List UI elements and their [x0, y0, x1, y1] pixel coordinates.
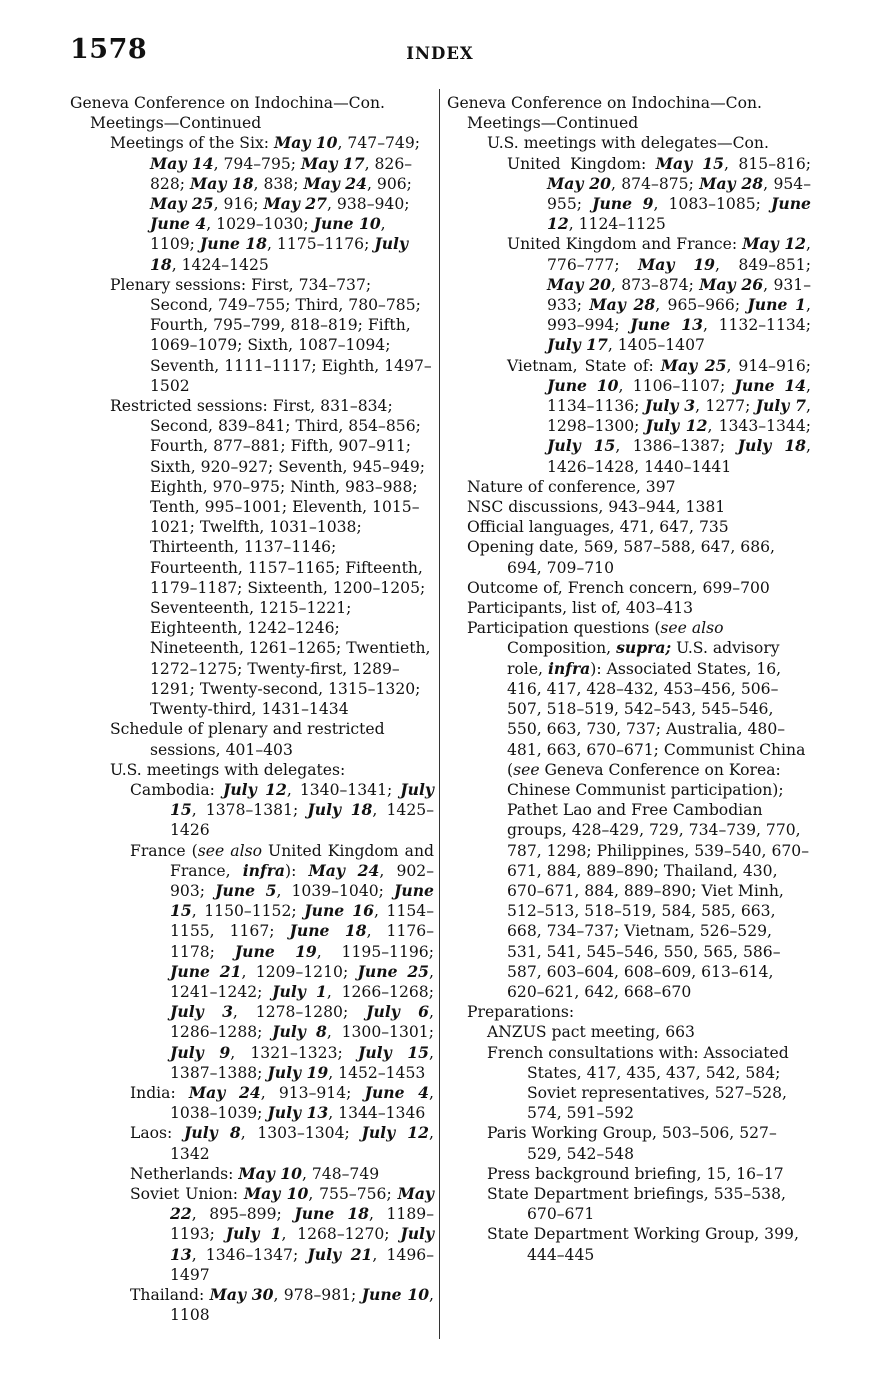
index-entry-italic: July 12 [361, 1123, 430, 1143]
index-entry-text: State Department Working Group, 399, 444–445 [487, 1225, 799, 1264]
index-entry-text: , 931–933; [547, 275, 812, 315]
index-entry-italic: see also [660, 619, 724, 638]
index-entry-italic: July 6 [366, 1002, 430, 1022]
index-entry-text: , 1106–1107; [618, 376, 735, 395]
index-entry-text: Participation questions ( [467, 619, 661, 638]
index-entry-text: , 755–756; [308, 1184, 398, 1203]
index-entry-text: , 913–914; [260, 1083, 365, 1102]
index-entry-text: Thailand: [130, 1285, 210, 1304]
index-entry-text: ): [285, 861, 309, 880]
index-entry-italic: supra; [616, 638, 672, 658]
index-entry-italic: July 8 [272, 1022, 327, 1042]
index-entry-text: , 1278–1280; [232, 1003, 367, 1022]
index-entry-text: Outcome of, French concern, 699–700 [467, 578, 770, 597]
index-entry-text: , 1083–1085; [653, 195, 771, 214]
index-entry-text: , 1303–1304; [240, 1124, 362, 1143]
index-entry-text: , 1343–1344; [707, 417, 811, 436]
index-entry-text: , 1029–1030; [206, 215, 314, 234]
index-entry-text: , 1387–1388; [170, 1043, 434, 1082]
index-entry-italic: July 18 [737, 436, 807, 456]
index-entry-italic: infra [242, 860, 286, 880]
index-entry [447, 133, 811, 153]
index-entry-italic: June 19 [234, 941, 317, 961]
index-entry-text: , 978–981; [273, 1285, 362, 1304]
index-entry-italic: June 5 [215, 880, 277, 900]
index-entry [447, 113, 811, 133]
index-entry-text: , 838; [253, 174, 304, 193]
index-entry [447, 1184, 811, 1224]
index-entry-italic: May 10 [238, 1163, 302, 1183]
index-entry-italic: July 17 [547, 335, 608, 355]
index-entry-text: , 1378–1381; [191, 801, 308, 820]
page-number: 1578 [70, 34, 148, 65]
index-entry-text: ): Associated States, 16, 416, 417, 428–432, 453–456, 506–507, 518–519, 542–543, 545–546, 550, 663, 730, 737; Australia, 480–481, 663, 670–671; Communist China ( [507, 659, 806, 779]
index-entry-italic: June 12 [547, 194, 811, 234]
index-entry-text: , 954–955; [547, 174, 812, 214]
index-entry-text: , 1209–1210; [241, 962, 358, 981]
index-entry-italic: June 4 [364, 1082, 430, 1102]
index-entry-italic: May 20 [547, 173, 611, 193]
index-entry-text: France ( [130, 841, 198, 860]
index-entry [447, 578, 811, 598]
index-entry-text: , 748–749 [301, 1164, 380, 1183]
index-entry-text: , 747–749; [337, 134, 421, 153]
index-entry-italic: July 18 [307, 800, 373, 820]
index-entry-text: , 1150–1152; [191, 902, 305, 921]
index-entry-text: , 1038–1039; [170, 1083, 434, 1123]
index-entry-text: Netherlands: [130, 1164, 239, 1183]
index-entry-text: Paris Working Group, 503–506, 527–529, 542–548 [487, 1124, 777, 1163]
index-entry [447, 497, 811, 517]
index-entry [447, 1224, 811, 1264]
index-entry-italic: May 24 [308, 860, 380, 880]
index-entry-italic: July 9 [170, 1042, 231, 1062]
index-entry-italic: June 25 [357, 961, 430, 981]
index-entry-italic: May 19 [638, 254, 716, 274]
index-entry-italic: July 3 [170, 1002, 233, 1022]
index-entry-italic: May 17 [301, 153, 365, 173]
index-entry-text: , 916; [213, 195, 264, 214]
index-entry [70, 1184, 434, 1285]
index-entry-text: Laos: [130, 1124, 184, 1143]
index-entry-text: Nature of conference, 397 [467, 477, 676, 496]
index-entry-text: , 826–828; [150, 154, 413, 193]
index-entry-text: , 902–903; [170, 861, 435, 900]
index-entry-text: Press background briefing, 15, 16–17 [487, 1164, 784, 1183]
index-entry-italic: May 24 [188, 1082, 261, 1102]
index-entry [447, 618, 811, 1002]
index-entry [447, 356, 811, 477]
index-entry-text: , 1241–1242; [170, 962, 434, 1001]
index-entry-italic: July 3 [644, 396, 696, 416]
index-entry-text: , 1039–1040; [276, 881, 394, 900]
index-entry-italic: July 18 [150, 234, 409, 274]
index-entry-text: , 1154–1155, 1167; [170, 902, 435, 941]
index-entry-italic: July 12 [222, 779, 287, 799]
index-entry-text: , 1195–1196; [316, 942, 434, 961]
index-entry-text: , 1405–1407 [607, 336, 705, 355]
index-entry [70, 396, 434, 719]
index-entry [447, 1164, 811, 1184]
index-entry-text: U.S. meetings with delegates—Con. [487, 134, 769, 153]
index-entry-text: , 1300–1301; [326, 1023, 434, 1042]
index-entry [447, 1022, 811, 1042]
index-entry-text: United Kingdom and France: [507, 235, 743, 254]
index-entry-italic: June 18 [289, 921, 367, 941]
index-entry-text: , 874–875; [610, 174, 700, 193]
index-entry-text: , 1175–1176; [267, 235, 375, 254]
index-entry-text: Cambodia: [130, 780, 223, 799]
index-entry [447, 517, 811, 537]
index-entry [447, 598, 811, 618]
index-entry-text: , 1426–1428, 1440–1441 [547, 437, 811, 476]
index-entry-italic: July 19 [267, 1062, 329, 1082]
index-entry-italic: July 21 [307, 1244, 373, 1264]
index-entry-text: Meetings—Continued [90, 114, 262, 133]
running-head: INDEX [406, 44, 474, 63]
index-entry [70, 275, 434, 396]
index-entry-italic: June 16 [304, 901, 374, 921]
index-entry-text: , 1496–1497 [170, 1245, 434, 1284]
index-entry-text: , 1321–1323; [230, 1043, 358, 1062]
index-entry-text: , 914–916; [726, 356, 812, 375]
index-entry [70, 1083, 434, 1123]
index-entry-text: , 906; [367, 174, 412, 193]
index-entry-text: , 1298–1300; [547, 397, 811, 436]
index-entry-text: Vietnam, State of: [507, 356, 661, 375]
index-entry [70, 1285, 434, 1325]
index-entry-italic: May 26 [699, 274, 764, 294]
index-entry-text: , 1425–1426 [170, 801, 434, 840]
index-entry-italic: July 8 [183, 1123, 241, 1143]
index-entry-text: , 1342 [170, 1124, 434, 1163]
index-entry-text: , 1277; [695, 397, 756, 416]
index-entry-italic: July 13 [170, 1224, 435, 1264]
index-entry-text: , 1340–1341; [286, 780, 401, 799]
index-entry-text: , 1108 [170, 1285, 435, 1325]
index-entry [447, 477, 811, 497]
index-entry-text: , 1134–1136; [547, 376, 811, 416]
index-entry-text: Participants, list of, 403–413 [467, 599, 694, 618]
index-entry [70, 780, 434, 841]
index-entry-text: Meetings—Continued [467, 114, 639, 133]
index-entry [447, 93, 811, 113]
index-entry-text: United Kingdom: [507, 154, 656, 173]
index-entry-text: Meetings of the Six: [110, 134, 274, 153]
index-entry-italic: July 12 [645, 416, 708, 436]
index-entry-italic: June 10 [547, 375, 619, 395]
index-entry-text: Restricted sessions: First, 831–834; Second, 839–841; Third, 854–856; Fourth, 877–881; Fifth, 907–911; Sixth, 920–927; Seventh, 945–949; Eighth, 970–975; Ninth, 983–988; Tenth, 995–1001; Eleventh, 1015–1021; Twelfth, 1031–1038; Thirteenth, 1137–1146; Fourteenth, 1157–1165; Fifteenth, 1179–1187; Sixteenth, 1200–1205; Seventeenth, 1215–1221; Eighteenth, 1242–1246; Nineteenth, 1261–1265; Twentieth, 1272–1275; Twenty-first, 1289–1291; Twenty-second, 1315–1320; Twenty-third, 1431–1434 [110, 397, 431, 719]
index-entry-italic: June 4 [150, 214, 207, 234]
index-entry-text: , 965–966; [655, 296, 748, 315]
index-entry-italic: July 15 [357, 1042, 430, 1062]
index-entry-text: NSC discussions, 943–944, 1381 [467, 498, 726, 517]
index-entry [447, 1123, 811, 1163]
index-entry-italic: July 7 [755, 396, 807, 416]
left-column [70, 93, 434, 1325]
column-rule [439, 89, 440, 1339]
index-entry-italic: June 9 [592, 194, 654, 214]
index-entry-italic: June 1 [747, 295, 807, 315]
index-entry-text: , 873–874; [610, 275, 700, 294]
index-entry-text: Soviet Union: [130, 1184, 244, 1203]
index-entry [70, 841, 434, 1083]
index-entry-italic: infra [547, 658, 591, 678]
index-entry-italic: May 20 [547, 274, 611, 294]
index-entry-italic: May 25 [660, 355, 727, 375]
index-entry [447, 1043, 811, 1124]
index-entry-text: , 1132–1134; [702, 316, 811, 335]
index-entry-text: State Department briefings, 535–538, 670–671 [487, 1184, 786, 1224]
index-entry-italic: May 24 [303, 173, 367, 193]
index-entry-text: Opening date, 569, 587–588, 647, 686, 694, 709–710 [467, 538, 776, 577]
index-entry-text: , 1424–1425 [171, 255, 269, 274]
index-entry [70, 719, 434, 759]
index-entry-italic: May 10 [243, 1183, 309, 1203]
index-entry [447, 1002, 811, 1022]
index-entry-text: , 895–899; [191, 1205, 295, 1224]
index-entry-text: Geneva Conference on Indochina—Con. [447, 94, 763, 112]
index-entry-italic: May 27 [263, 194, 328, 214]
index-entry-text: , 1346–1347; [191, 1245, 308, 1264]
index-entry-text: , 776–777; [547, 235, 811, 274]
index-entry [447, 234, 811, 355]
index-entry-italic: May 22 [170, 1183, 434, 1224]
index-entry-text: , 1266–1268; [326, 982, 434, 1001]
index-entry-text: ANZUS pact meeting, 663 [487, 1023, 695, 1042]
index-entry-italic: June 15 [170, 880, 434, 921]
index-entry [70, 93, 434, 113]
index-entry [447, 154, 811, 235]
index-entry-text: , 1124–1125 [568, 215, 666, 234]
index-entry-italic: May 14 [150, 153, 214, 173]
index-entry-italic: June 10 [361, 1284, 430, 1304]
index-entry [70, 1123, 434, 1163]
index-entry-italic: June 14 [734, 375, 807, 395]
index-entry-text: Composition, [507, 639, 617, 658]
index-entry-italic: see also [197, 841, 262, 860]
index-entry-text: Schedule of plenary and restricted sessions, 401–403 [110, 720, 385, 759]
index-entry-text: Geneva Conference on Korea: Chinese Communist participation); Pathet Lao and Free Cambodian groups, 428–429, 729, 734–739, 770, 787, 1298; Philippines, 539–540, 670–671, 884, 889–890; Thailand, 430, 670–671, 884, 889–890; Viet Minh, 512–513, 518–519, 584, 585, 663, 668, 734–737; Vietnam, 526–529, 531, 541, 545–546, 550, 565, 586–587, 603–604, 608–609, 613–614, 620–621, 642, 668–670 [507, 760, 810, 1001]
index-entry-italic: see [513, 760, 540, 779]
index-entry-text: , 815–816; [723, 154, 812, 173]
index-entry-text: , 1176–1178; [170, 922, 435, 961]
index-entry-text: , 794–795; [213, 154, 302, 173]
index-entry-italic: May 30 [209, 1284, 274, 1304]
index-entry-italic: May 28 [589, 295, 656, 315]
index-entry [70, 1164, 434, 1184]
index-entry-text: , 1109; [150, 215, 386, 254]
index-entry-italic: July 13 [267, 1103, 329, 1123]
index-entry-text: , 1268–1270; [281, 1225, 401, 1244]
index-entry-text: U.S. advisory role, [507, 639, 780, 678]
index-entry-text: French consultations with: Associated States, 417, 435, 437, 542, 584; Soviet representatives, 527–528, 574, 591–592 [487, 1043, 789, 1123]
index-entry-italic: July 15 [170, 779, 434, 820]
index-entry-italic: May 15 [655, 153, 724, 173]
index-entry-text: , 938–940; [327, 195, 410, 214]
index-entry-italic: May 18 [189, 173, 254, 193]
index-entry-text: , 849–851; [715, 255, 811, 274]
index-entry-italic: June 18 [199, 234, 268, 254]
right-column [447, 93, 811, 1265]
index-entry-italic: May 25 [150, 194, 214, 214]
index-entry-text: , 1344–1346 [328, 1104, 426, 1123]
index-entry-italic: July 1 [225, 1224, 282, 1244]
index-entry-italic: June 18 [294, 1204, 370, 1224]
index-entry-italic: July 1 [272, 981, 327, 1001]
index-entry-italic: July 15 [547, 436, 616, 456]
index-entry [70, 113, 434, 133]
index-entry-italic: June 13 [630, 315, 703, 335]
index-entry-text: U.S. meetings with delegates: [110, 760, 346, 779]
index-entry-italic: June 10 [313, 214, 381, 234]
index-entry-text: , 1189–1193; [170, 1205, 434, 1244]
index-entry [70, 760, 434, 780]
index-entry [447, 537, 811, 577]
index-entry-italic: May 10 [273, 133, 338, 153]
index-entry-text: , 1286–1288; [170, 1003, 434, 1042]
index-entry-text: , 1452–1453 [328, 1063, 426, 1082]
index-entry-italic: May 28 [699, 173, 764, 193]
index-entry-text: Plenary sessions: First, 734–737; Second, 749–755; Third, 780–785; Fourth, 795–799, 818–819; Fifth, 1069–1079; Sixth, 1087–1094; Seventh, 1111–1117; Eighth, 1497–1502 [110, 275, 432, 395]
index-entry-text: Official languages, 471, 647, 735 [467, 518, 729, 537]
index-entry-italic: June 21 [170, 961, 242, 981]
index-entry-text: India: [130, 1083, 189, 1102]
index-entry-text: , 993–994; [547, 296, 811, 335]
index-entry-text: , 1386–1387; [615, 437, 738, 456]
index-entry-text: United Kingdom and France, [170, 841, 434, 880]
index-entry [70, 133, 434, 274]
index-entry-text: Geneva Conference on Indochina—Con. [70, 94, 386, 112]
index-entry-italic: May 12 [742, 234, 807, 254]
index-entry-text: Preparations: [467, 1003, 575, 1022]
